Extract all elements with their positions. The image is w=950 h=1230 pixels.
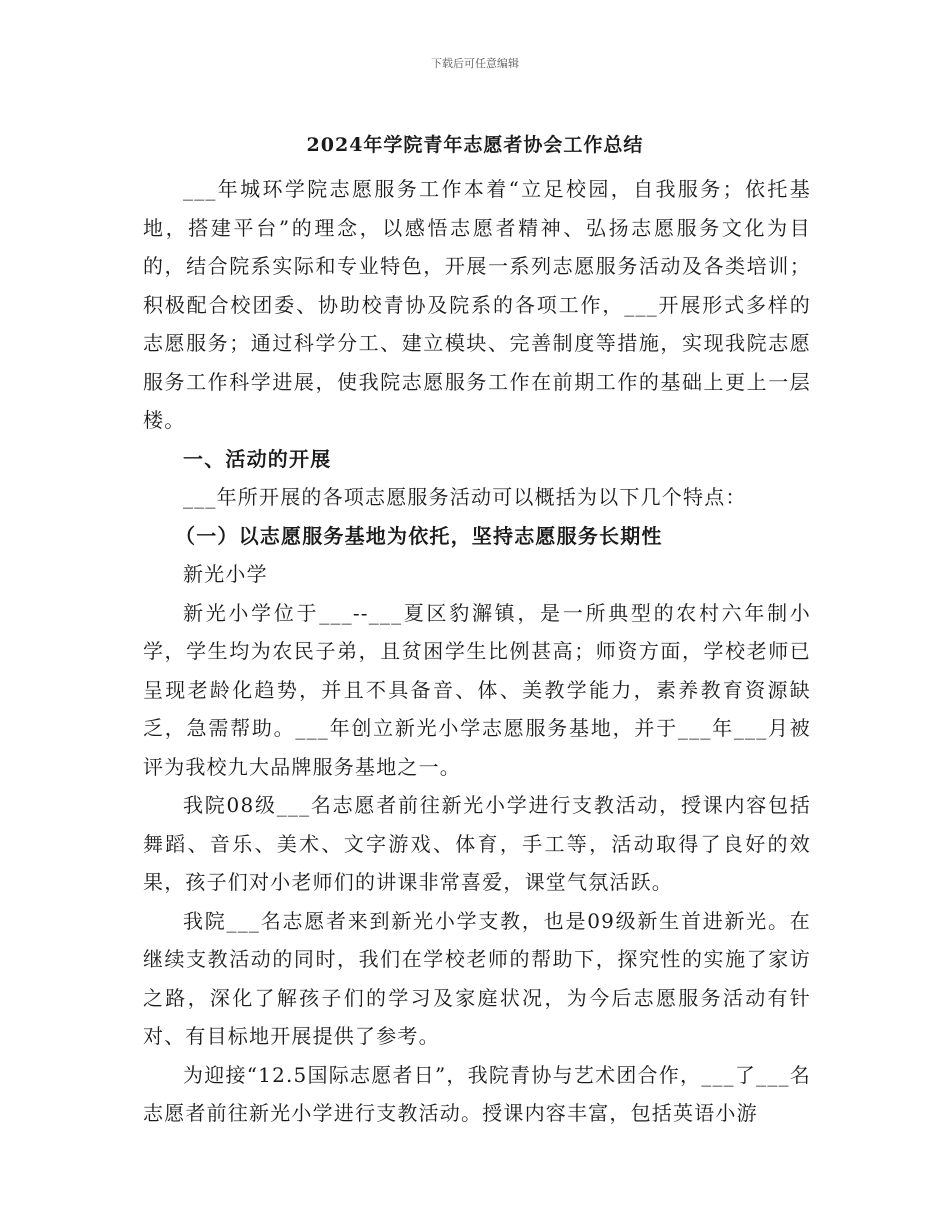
document-title: 2024年学院青年志愿者协会工作总结 xyxy=(306,134,644,156)
section-intro-paragraph: ___年所开展的各项志愿服务活动可以概括为以下几个特点： xyxy=(183,485,747,509)
intro-paragraph: ___年城环学院志愿服务工作本着“立足校园，自我服务；依托基地，搭建平台”的理念，以感悟志愿者精神、弘扬志愿服务文化为目的，结合院系实际和专业特色，开展一系列志愿服务活动及各类培训；积极配合校团委、协助校青协及院系的各项工作，___开展形式多样的志愿服务；通过科学分工、建立模块、完善制度等措施，实现我院志愿服务工作科学进展，使我院志愿服务工作在前期工作的基础上更上一层楼。 xyxy=(143,177,811,432)
section-heading: 一、活动的开展 xyxy=(183,446,332,471)
subsection-heading: （一）以志愿服务基地为依托，坚持志愿服务长期性 xyxy=(175,523,663,548)
document-body xyxy=(143,170,811,1133)
base-name-label: 新光小学 xyxy=(183,562,268,586)
body-paragraph: 我院08级___名志愿者前往新光小学进行支教活动，授课内容包括舞蹈、音乐、美术、文字游戏、体育，手工等，活动取得了良好的效果，孩子们对小老师们的讲课非常喜爱，课堂气氛活跃。 xyxy=(143,793,811,894)
header-note: 下载后可任意编辑 xyxy=(431,57,519,70)
body-paragraph: 我院___名志愿者来到新光小学支教，也是09级新生首进新光。在继续支教活动的同时，我们在学校老师的帮助下，探究性的实施了家访之路，深化了解孩子们的学习及家庭状况，为今后志愿服务活动有针对、有目标地开展提供了参考。 xyxy=(143,908,811,1048)
body-paragraph: 为迎接“12.5国际志愿者日”，我院青协与艺术团合作，___了___名志愿者前往新光小学进行支教活动。授课内容丰富，包括英语小游 xyxy=(143,1062,811,1125)
body-paragraph: 新光小学位于___--___夏区豹澥镇，是一所典型的农村六年制小学，学生均为农民子弟，且贫困学生比例甚高；师资方面，学校老师已呈现老龄化趋势，并且不具备音、体、美教学能力，素养教育资源缺乏，急需帮助。___年创立新光小学志愿服务基地，并于___年___月被评为我校九大品牌服务基地之一。 xyxy=(143,600,811,779)
